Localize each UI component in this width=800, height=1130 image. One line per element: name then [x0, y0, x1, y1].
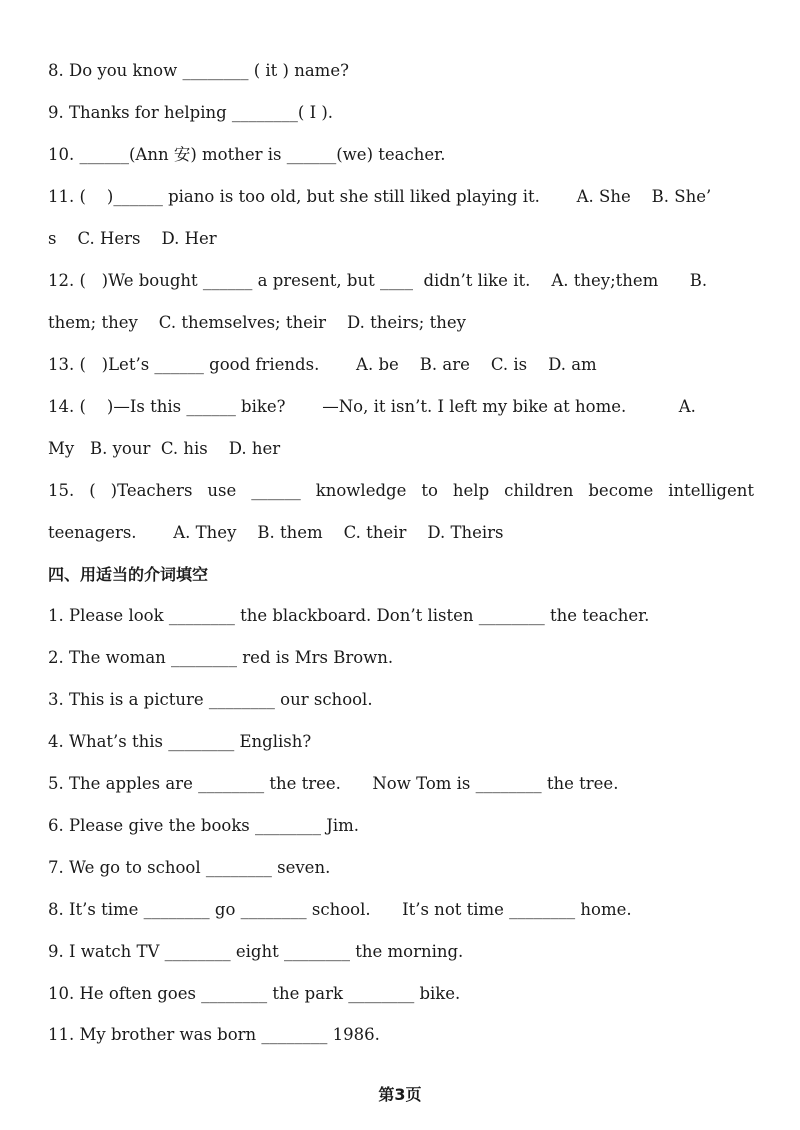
question-12: 12. ( )We bought ______ a present, but ____ didn’t like it. A. they;them B. — [48, 271, 708, 290]
page-number: 第3页 — [378, 1085, 422, 1104]
prep-question-10: 10. He often goes ________ the park ________ bike. — [48, 984, 461, 1003]
question-12-cont: them; they C. themselves; their D. theirs; they — [48, 313, 466, 332]
question-9: 9. Thanks for helping ________( I ). — [48, 103, 334, 122]
question-11-cont: s C. Hers D. Her — [48, 229, 217, 248]
prep-question-7: 7. We go to school ________ seven. — [48, 858, 331, 877]
question-10: 10. ______(Ann 安) mother is ______(we) teacher. — [48, 145, 446, 164]
question-15: 15. ( )Teachers use ______ knowledge to help children become intelligent — [48, 481, 754, 500]
prep-question-8: 8. It’s time ________ go ________ school. It’s not time ________ home. — [48, 900, 632, 919]
prep-question-5: 5. The apples are ________ the tree. Now Tom is ________ the tree. — [48, 774, 619, 793]
question-14-cont: My B. your C. his D. her — [48, 439, 281, 458]
prep-question-3: 3. This is a picture ________ our school. — [48, 690, 373, 709]
question-11: 11. ( )______ piano is too old, but she still liked playing it. A. She B. She’ — [48, 187, 712, 206]
prep-question-2: 2. The woman ________ red is Mrs Brown. — [48, 648, 394, 667]
prep-question-11: 11. My brother was born ________ 1986. — [48, 1025, 380, 1044]
section-heading: 四、用适当的介词填空 — [48, 565, 209, 584]
prep-question-1: 1. Please look ________ the blackboard. Don’t listen ________ the teacher. — [48, 606, 650, 625]
question-13: 13. ( )Let’s ______ good friends. A. be B. are C. is D. am — [48, 355, 597, 374]
prep-question-6: 6. Please give the books ________ Jim. — [48, 816, 360, 835]
question-8: 8. Do you know ________ ( it ) name? — [48, 61, 349, 80]
prep-question-9: 9. I watch TV ________ eight ________ the morning. — [48, 942, 464, 961]
prep-question-4: 4. What’s this ________ English? — [48, 732, 312, 751]
question-14: 14. ( )—Is this ______ bike? —No, it isn’t. I left my bike at home. A. — [48, 397, 696, 416]
question-15-cont: teenagers. A. They B. them C. their D. Theirs — [48, 523, 504, 542]
